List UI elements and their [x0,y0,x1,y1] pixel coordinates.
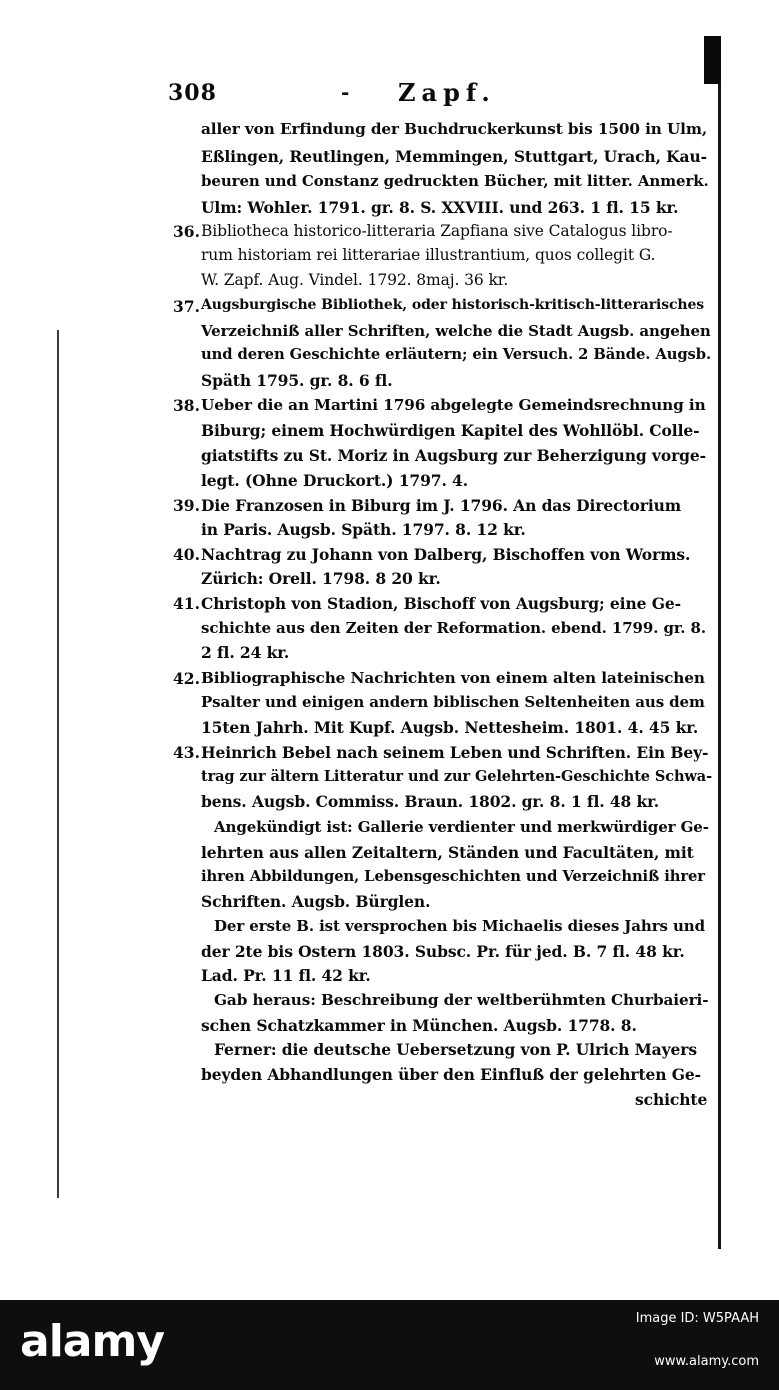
page-number: 308 [168,80,217,106]
watermark-image-id: Image ID: W5PAAH [635,1311,759,1326]
text-line: Nachtrag zu Johann von Dalberg, Bischoffen von Worms. [201,545,691,564]
text-line: Lad. Pr. 11 fl. 42 kr. [201,966,371,985]
text-line: Zürich: Orell. 1798. 8 20 kr. [201,569,441,588]
text-line: 2 fl. 24 kr. [201,643,290,662]
text-line: beuren und Constanz gedruckten Bücher, mit litter. Anmerk. [201,172,709,190]
text-line: Christoph von Stadion, Bischoff von Augsburg; eine Ge- [201,594,681,613]
text-line: Ferner: die deutsche Uebersetzung von P. Ulrich Mayers [214,1040,697,1059]
text-line: W. Zapf. Aug. Vindel. 1792. 8maj. 36 kr. [201,271,509,289]
text-line: schichte aus den Zeiten der Reformation. ebend. 1799. gr. 8. [201,619,706,637]
text-line: legt. (Ohne Druckort.) 1797. 4. [201,471,469,490]
page-right-edge [718,84,721,1249]
text-line: Die Franzosen in Biburg im J. 1796. An das Directorium [201,496,682,515]
text-line: Der erste B. ist versprochen bis Michaelis dieses Jahrs und [214,917,705,935]
text-line: Ueber die an Martini 1796 abgelegte Gemeindsrechnung in [201,396,706,414]
entry-number: 40. [173,545,200,564]
text-line: und deren Geschichte erläutern; ein Versuch. 2 Bände. Augsb. [201,346,711,363]
text-line: aller von Erfindung der Buchdruckerkunst bis 1500 in Ulm, [201,120,708,138]
text-line: beyden Abhandlungen über den Einfluß der gelehrten Ge- [201,1065,701,1084]
text-line: giatstifts zu St. Moriz in Augsburg zur Beherzigung vorge- [201,446,706,465]
text-line: Schriften. Augsb. Bürglen. [201,892,431,911]
entry-number: 41. [173,594,200,613]
running-title: Zapf. [398,78,496,107]
text-line: Angekündigt ist: Gallerie verdienter und merkwürdiger Ge- [214,818,709,836]
entry-number: 37. [173,297,200,316]
text-line: rum historiam rei litterariae illustrantium, quos collegit G. [201,246,656,264]
text-line: Ulm: Wohler. 1791. gr. 8. S. XXVIII. und 263. 1 fl. 15 kr. [201,198,679,217]
entry-number: 39. [173,496,200,515]
text-line: ihren Abbildungen, Lebensgeschichten und Verzeichniß ihrer [201,868,705,885]
text-line: Augsburgische Bibliothek, oder historisch-kritisch-litterarisches [201,297,705,313]
text-line: Verzeichniß aller Schriften, welche die Stadt Augsb. angehen [201,322,711,340]
text-line: trag zur ältern Litteratur und zur Gelehrten-Geschichte Schwa- [201,768,713,785]
page-left-edge [57,330,59,1198]
text-line: schen Schatzkammer in München. Augsb. 1778. 8. [201,1016,637,1035]
watermark-brand: alamy [20,1316,164,1367]
text-line: Gab heraus: Beschreibung der weltberühmten Churbaieri- [214,991,709,1009]
entry-number: 42. [173,669,200,688]
text-line: in Paris. Augsb. Späth. 1797. 8. 12 kr. [201,520,526,539]
text-line: der 2te bis Ostern 1803. Subsc. Pr. für jed. B. 7 fl. 48 kr. [201,942,685,961]
text-line: Bibliotheca historico-litteraria Zapfiana sive Catalogus libro- [201,222,673,240]
header-dash: - [341,80,350,104]
text-line: Psalter und einigen andern biblischen Seltenheiten aus dem [201,693,705,711]
page-right-edge-mark [704,36,721,84]
text-line: Späth 1795. gr. 8. 6 fl. [201,371,393,390]
entry-number: 43. [173,743,200,762]
entry-number: 38. [173,396,200,415]
watermark-url: www.alamy.com [654,1354,759,1369]
text-line: Biburg; einem Hochwürdigen Kapitel des Wohllöbl. Colle- [201,421,700,440]
catchword: schichte [635,1090,708,1109]
text-line: Heinrich Bebel nach seinem Leben und Schriften. Ein Bey- [201,743,709,762]
text-line: 15ten Jahrh. Mit Kupf. Augsb. Nettesheim. 1801. 4. 45 kr. [201,718,699,737]
text-line: Bibliographische Nachrichten von einem alten lateinischen [201,669,705,687]
entry-number: 36. [173,222,200,241]
text-line: bens. Augsb. Commiss. Braun. 1802. gr. 8. 1 fl. 48 kr. [201,792,660,811]
text-line: Eßlingen, Reutlingen, Memmingen, Stuttgart, Urach, Kau- [201,147,708,166]
text-line: lehrten aus allen Zeitaltern, Ständen und Facultäten, mit [201,843,694,862]
